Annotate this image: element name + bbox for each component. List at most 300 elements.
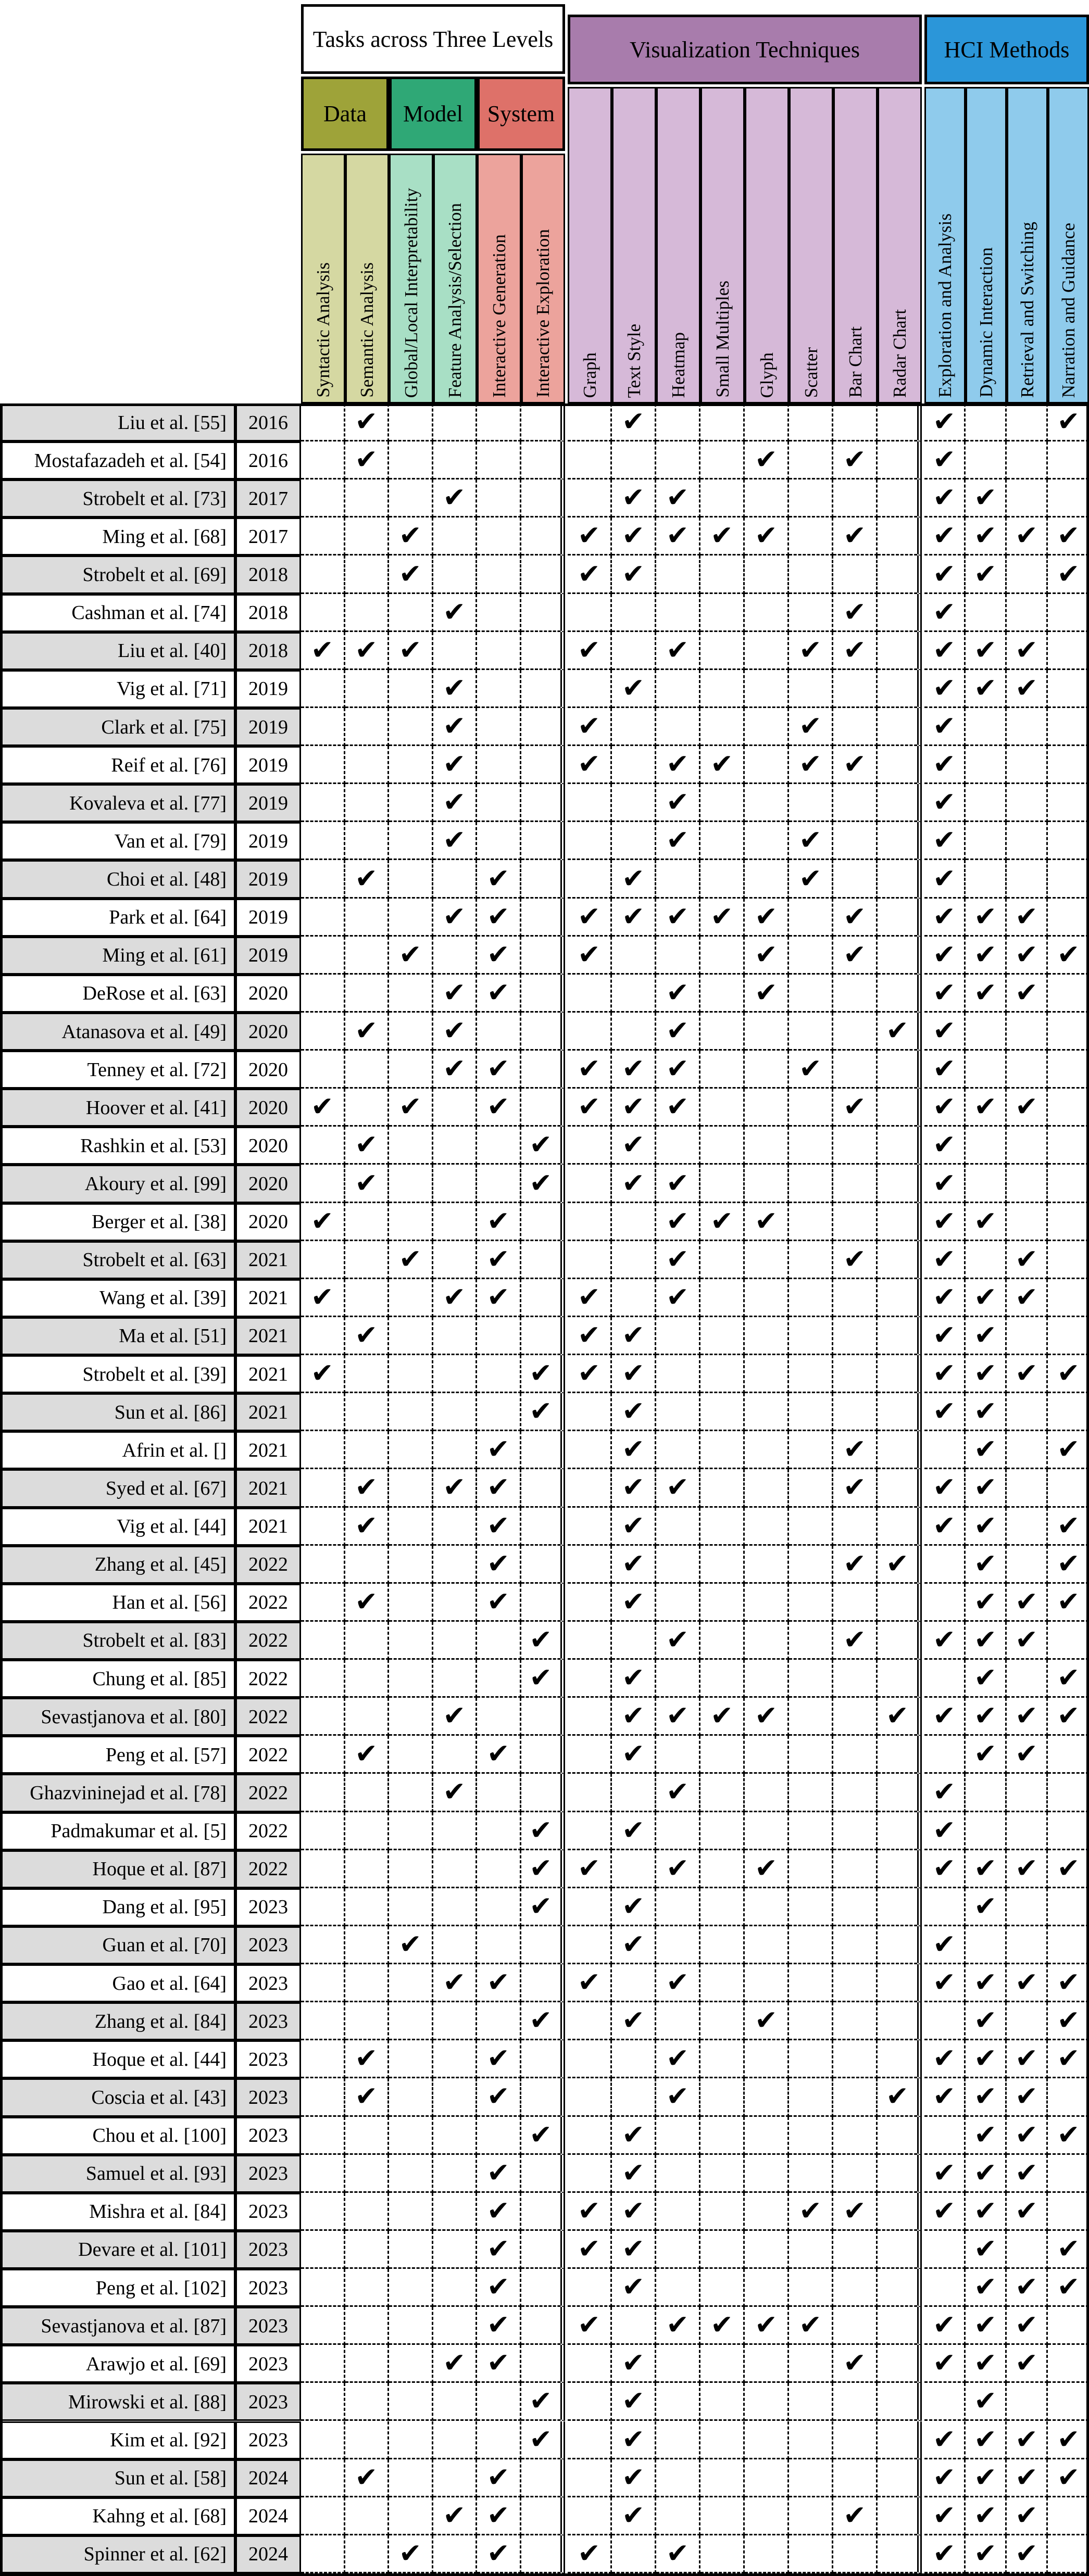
check-mark-icon: ✔	[1015, 2195, 1038, 2227]
check-cell	[521, 1546, 566, 1584]
row-year: 2021	[235, 1431, 301, 1469]
check-cell	[833, 784, 878, 822]
check-cell	[1007, 632, 1048, 670]
check-cell	[389, 517, 433, 555]
check-cell	[833, 1203, 878, 1241]
check-cell	[433, 2383, 478, 2421]
check-cell	[389, 479, 433, 517]
check-cell	[612, 2002, 656, 2040]
check-cell	[345, 479, 390, 517]
check-cell	[433, 555, 478, 594]
check-mark-icon: ✔	[529, 1890, 553, 1922]
check-cell	[521, 822, 566, 860]
check-cell	[700, 1964, 745, 2002]
check-cell	[301, 1622, 345, 1660]
check-mark-icon: ✔	[843, 520, 866, 552]
check-cell	[833, 2269, 878, 2307]
check-cell	[433, 784, 478, 822]
check-mark-icon: ✔	[398, 634, 422, 666]
row-label: Berger et al. [38]	[0, 1203, 235, 1241]
check-cell	[966, 1393, 1007, 1431]
check-cell	[745, 555, 789, 594]
check-cell	[389, 2231, 433, 2269]
check-mark-icon: ✔	[974, 1700, 997, 1732]
check-cell	[924, 2535, 966, 2573]
check-cell	[389, 1051, 433, 1089]
check-mark-icon: ✔	[486, 1091, 510, 1123]
check-mark-icon: ✔	[1015, 2271, 1038, 2303]
check-cell	[878, 2193, 922, 2231]
check-mark-icon: ✔	[974, 2499, 997, 2531]
check-cell	[789, 2345, 833, 2383]
check-cell	[1048, 1508, 1089, 1546]
check-mark-icon: ✔	[974, 558, 997, 590]
row-label: Vig et al. [44]	[0, 1508, 235, 1546]
check-cell	[612, 2497, 656, 2535]
check-cell	[389, 403, 433, 441]
check-cell	[301, 2002, 345, 2040]
check-cell	[612, 2231, 656, 2269]
check-cell	[1007, 1926, 1048, 1964]
check-cell	[612, 2078, 656, 2116]
check-mark-icon: ✔	[843, 749, 866, 780]
check-cell	[966, 441, 1007, 479]
check-cell	[789, 1393, 833, 1431]
check-cell	[389, 1393, 433, 1431]
check-cell	[656, 1051, 700, 1089]
row-year: 2023	[235, 1964, 301, 2002]
check-cell	[301, 2307, 345, 2345]
check-cell	[745, 1698, 789, 1736]
check-cell	[924, 1812, 966, 1850]
check-mark-icon: ✔	[974, 1091, 997, 1123]
check-cell	[833, 555, 878, 594]
column-label: Syntactic Analysis	[312, 262, 333, 398]
check-cell	[924, 441, 966, 479]
row-label: Spinner et al. [62]	[0, 2535, 235, 2573]
check-cell	[1007, 2497, 1048, 2535]
check-cell	[789, 860, 833, 898]
check-mark-icon: ✔	[622, 1738, 645, 1770]
check-cell	[433, 899, 478, 937]
check-mark-icon: ✔	[529, 1167, 553, 1199]
check-cell	[477, 1469, 521, 1507]
row-year: 2020	[235, 1089, 301, 1127]
check-mark-icon: ✔	[974, 1586, 997, 1618]
check-mark-icon: ✔	[486, 1967, 510, 1999]
check-cell	[568, 1013, 612, 1051]
check-cell	[477, 1089, 521, 1127]
check-cell	[1048, 1546, 1089, 1584]
check-mark-icon: ✔	[933, 2195, 956, 2227]
check-cell	[656, 632, 700, 670]
check-cell	[301, 1317, 345, 1355]
row-year: 2019	[235, 784, 301, 822]
check-cell	[1048, 1089, 1089, 1127]
check-cell	[521, 403, 566, 441]
check-cell	[789, 784, 833, 822]
row-label: Zhang et al. [45]	[0, 1546, 235, 1584]
check-cell	[433, 746, 478, 784]
check-mark-icon: ✔	[310, 1281, 334, 1313]
check-mark-icon: ✔	[1057, 1967, 1080, 1999]
check-mark-icon: ✔	[486, 1053, 510, 1085]
check-cell	[1007, 479, 1048, 517]
row-label: Arawjo et al. [69]	[0, 2345, 235, 2383]
check-cell	[1048, 1127, 1089, 1165]
check-mark-icon: ✔	[398, 558, 422, 590]
check-mark-icon: ✔	[755, 2309, 778, 2341]
check-cell	[789, 517, 833, 555]
check-cell	[433, 1279, 478, 1317]
check-mark-icon: ✔	[622, 1890, 645, 1922]
check-cell	[521, 2269, 566, 2307]
column-strip	[789, 87, 833, 403]
check-cell	[656, 708, 700, 746]
check-cell	[301, 1203, 345, 1241]
check-cell	[521, 1089, 566, 1127]
check-mark-icon: ✔	[666, 634, 689, 666]
row-label: Liu et al. [40]	[0, 632, 235, 670]
check-mark-icon: ✔	[1057, 1662, 1080, 1694]
check-mark-icon: ✔	[486, 2537, 510, 2569]
column-label: Bar Chart	[845, 326, 866, 398]
check-cell	[301, 1127, 345, 1165]
check-cell	[833, 1964, 878, 2002]
check-cell	[521, 594, 566, 632]
row-year: 2020	[235, 975, 301, 1013]
check-cell	[789, 555, 833, 594]
column-strip	[389, 154, 433, 403]
check-cell	[568, 1203, 612, 1241]
check-cell	[745, 2117, 789, 2155]
check-cell	[389, 1203, 433, 1241]
check-cell	[521, 517, 566, 555]
check-cell	[568, 1165, 612, 1203]
check-cell	[833, 1736, 878, 1774]
check-cell	[1007, 2421, 1048, 2459]
check-mark-icon: ✔	[799, 711, 822, 742]
check-mark-icon: ✔	[1057, 558, 1080, 590]
check-cell	[789, 2002, 833, 2040]
check-mark-icon: ✔	[666, 977, 689, 1008]
check-cell	[700, 1013, 745, 1051]
check-cell	[878, 1622, 922, 1660]
check-cell	[612, 1964, 656, 2002]
check-cell	[568, 1850, 612, 1888]
check-cell	[656, 2383, 700, 2421]
check-cell	[345, 441, 390, 479]
column-label: Narration and Guidance	[1058, 222, 1079, 398]
check-cell	[389, 937, 433, 975]
check-mark-icon: ✔	[622, 482, 645, 514]
check-cell	[966, 2193, 1007, 2231]
check-cell	[1048, 1736, 1089, 1774]
check-mark-icon: ✔	[666, 1624, 689, 1656]
check-cell	[345, 1508, 390, 1546]
check-cell	[389, 1317, 433, 1355]
check-cell	[789, 1584, 833, 1622]
check-cell	[1007, 1089, 1048, 1127]
check-mark-icon: ✔	[486, 863, 510, 894]
check-cell	[833, 1013, 878, 1051]
check-cell	[389, 1964, 433, 2002]
check-cell	[745, 1584, 789, 1622]
check-cell	[789, 2040, 833, 2078]
check-cell	[833, 937, 878, 975]
check-cell	[345, 2269, 390, 2307]
check-cell	[1048, 1812, 1089, 1850]
check-cell	[656, 2078, 700, 2116]
check-cell	[389, 1127, 433, 1165]
check-cell	[568, 708, 612, 746]
check-cell	[833, 1317, 878, 1355]
check-cell	[301, 1355, 345, 1393]
check-cell	[700, 860, 745, 898]
check-cell	[568, 1546, 612, 1584]
check-cell	[924, 708, 966, 746]
check-cell	[1048, 1469, 1089, 1507]
check-cell	[345, 1203, 390, 1241]
check-cell	[301, 1051, 345, 1089]
row-year: 2019	[235, 899, 301, 937]
check-cell	[1048, 2040, 1089, 2078]
check-cell	[700, 2117, 745, 2155]
check-cell	[612, 632, 656, 670]
row-year: 2022	[235, 1546, 301, 1584]
check-mark-icon: ✔	[1057, 406, 1080, 438]
check-cell	[433, 1127, 478, 1165]
check-cell	[878, 746, 922, 784]
check-cell	[656, 899, 700, 937]
check-cell	[1007, 555, 1048, 594]
check-cell	[1007, 2269, 1048, 2307]
check-cell	[789, 2307, 833, 2345]
check-cell	[656, 1393, 700, 1431]
check-cell	[389, 1431, 433, 1469]
check-cell	[568, 2040, 612, 2078]
check-mark-icon: ✔	[755, 1852, 778, 1884]
check-cell	[521, 2345, 566, 2383]
check-cell	[924, 1165, 966, 1203]
check-cell	[1048, 975, 1089, 1013]
check-cell	[477, 1013, 521, 1051]
check-cell	[1007, 1850, 1048, 1888]
row-label: Rashkin et al. [53]	[0, 1127, 235, 1165]
check-cell	[477, 441, 521, 479]
row-label: Van et al. [79]	[0, 822, 235, 860]
check-cell	[924, 937, 966, 975]
check-cell	[745, 2421, 789, 2459]
check-cell	[433, 1051, 478, 1089]
check-cell	[833, 2040, 878, 2078]
check-cell	[477, 1584, 521, 1622]
check-cell	[700, 2231, 745, 2269]
check-cell	[1048, 2117, 1089, 2155]
check-cell	[745, 1355, 789, 1393]
check-cell	[1048, 860, 1089, 898]
check-cell	[521, 2002, 566, 2040]
row-label: Hoque et al. [44]	[0, 2040, 235, 2078]
check-cell	[833, 1089, 878, 1127]
column-label: Dynamic Interaction	[976, 247, 996, 398]
check-mark-icon: ✔	[578, 1281, 600, 1313]
check-cell	[833, 441, 878, 479]
check-cell	[878, 1812, 922, 1850]
check-cell	[612, 1622, 656, 1660]
check-cell	[1048, 2383, 1089, 2421]
row-year: 2021	[235, 1508, 301, 1546]
row-year: 2023	[235, 2193, 301, 2231]
check-cell	[878, 2040, 922, 2078]
check-cell	[612, 2535, 656, 2573]
check-mark-icon: ✔	[486, 1586, 510, 1618]
check-cell	[700, 2421, 745, 2459]
check-mark-icon: ✔	[443, 787, 466, 818]
check-cell	[966, 594, 1007, 632]
check-cell	[345, 899, 390, 937]
check-cell	[521, 670, 566, 708]
check-cell	[477, 2383, 521, 2421]
check-cell	[612, 1051, 656, 1089]
check-cell	[389, 1469, 433, 1507]
check-cell	[966, 403, 1007, 441]
check-cell	[433, 1698, 478, 1736]
row-label: Vig et al. [71]	[0, 670, 235, 708]
check-cell	[477, 1926, 521, 1964]
check-cell	[433, 1203, 478, 1241]
check-cell	[966, 1774, 1007, 1812]
check-cell	[833, 1508, 878, 1546]
check-cell	[700, 2383, 745, 2421]
check-cell	[745, 1317, 789, 1355]
check-cell	[433, 1508, 478, 1546]
check-cell	[745, 937, 789, 975]
check-cell	[966, 2155, 1007, 2193]
check-cell	[612, 555, 656, 594]
check-mark-icon: ✔	[578, 1319, 600, 1351]
check-cell	[477, 1051, 521, 1089]
check-mark-icon: ✔	[1015, 977, 1038, 1008]
check-mark-icon: ✔	[1015, 901, 1038, 932]
check-cell	[301, 860, 345, 898]
check-mark-icon: ✔	[886, 1548, 909, 1580]
check-cell	[924, 2002, 966, 2040]
check-cell	[700, 1508, 745, 1546]
check-cell	[878, 1431, 922, 1469]
check-cell	[612, 1393, 656, 1431]
check-mark-icon: ✔	[1015, 2347, 1038, 2379]
check-cell	[833, 1888, 878, 1926]
check-mark-icon: ✔	[622, 2005, 645, 2037]
row-label: Clark et al. [75]	[0, 708, 235, 746]
check-cell	[612, 1279, 656, 1317]
check-cell	[568, 403, 612, 441]
row-year: 2023	[235, 1926, 301, 1964]
column-strip	[1048, 87, 1089, 403]
check-cell	[389, 1241, 433, 1279]
check-cell	[924, 2345, 966, 2383]
check-cell	[568, 1584, 612, 1622]
check-cell	[1048, 2535, 1089, 2573]
check-cell	[345, 1584, 390, 1622]
check-cell	[433, 1241, 478, 1279]
check-cell	[389, 1850, 433, 1888]
check-cell	[745, 479, 789, 517]
check-cell	[568, 1127, 612, 1165]
check-cell	[833, 670, 878, 708]
check-cell	[1007, 1279, 1048, 1317]
check-cell	[521, 1355, 566, 1393]
check-cell	[745, 2040, 789, 2078]
check-mark-icon: ✔	[933, 520, 956, 552]
check-cell	[1048, 670, 1089, 708]
column-strip	[656, 87, 700, 403]
check-cell	[345, 822, 390, 860]
row-year: 2023	[235, 2117, 301, 2155]
column-label: Graph	[580, 352, 600, 398]
check-mark-icon: ✔	[578, 634, 600, 666]
check-cell	[345, 746, 390, 784]
check-cell	[521, 2078, 566, 2116]
check-cell	[878, 1089, 922, 1127]
check-cell	[656, 822, 700, 860]
check-mark-icon: ✔	[1057, 1510, 1080, 1542]
check-mark-icon: ✔	[486, 2233, 510, 2265]
row-year: 2018	[235, 594, 301, 632]
check-mark-icon: ✔	[622, 2157, 645, 2189]
check-cell	[924, 2155, 966, 2193]
check-cell	[345, 2193, 390, 2231]
check-cell	[833, 2307, 878, 2345]
check-cell	[1048, 1660, 1089, 1698]
check-mark-icon: ✔	[974, 1890, 997, 1922]
check-mark-icon: ✔	[622, 1586, 645, 1618]
check-mark-icon: ✔	[578, 2537, 600, 2569]
check-cell	[966, 1850, 1007, 1888]
column-strip	[433, 154, 478, 403]
check-mark-icon: ✔	[622, 901, 645, 932]
check-mark-icon: ✔	[310, 1358, 334, 1390]
check-mark-icon: ✔	[622, 2385, 645, 2417]
check-cell	[1007, 1355, 1048, 1393]
row-label: Ming et al. [68]	[0, 517, 235, 555]
check-cell	[966, 1013, 1007, 1051]
row-year: 2023	[235, 2078, 301, 2116]
check-cell	[345, 517, 390, 555]
check-cell	[966, 2345, 1007, 2383]
check-cell	[568, 2078, 612, 2116]
check-mark-icon: ✔	[843, 1472, 866, 1504]
check-mark-icon: ✔	[886, 1700, 909, 1732]
check-cell	[966, 975, 1007, 1013]
check-cell	[656, 784, 700, 822]
check-cell	[1048, 2421, 1089, 2459]
check-cell	[612, 1774, 656, 1812]
row-year: 2022	[235, 1698, 301, 1736]
check-mark-icon: ✔	[974, 2461, 997, 2493]
check-cell	[924, 1546, 966, 1584]
column-label: Radar Chart	[890, 309, 910, 398]
check-mark-icon: ✔	[974, 1967, 997, 1999]
check-cell	[477, 403, 521, 441]
check-cell	[745, 1241, 789, 1279]
check-cell	[433, 1774, 478, 1812]
check-cell	[1048, 517, 1089, 555]
check-mark-icon: ✔	[622, 863, 645, 894]
check-cell	[878, 1355, 922, 1393]
check-cell	[477, 1736, 521, 1774]
